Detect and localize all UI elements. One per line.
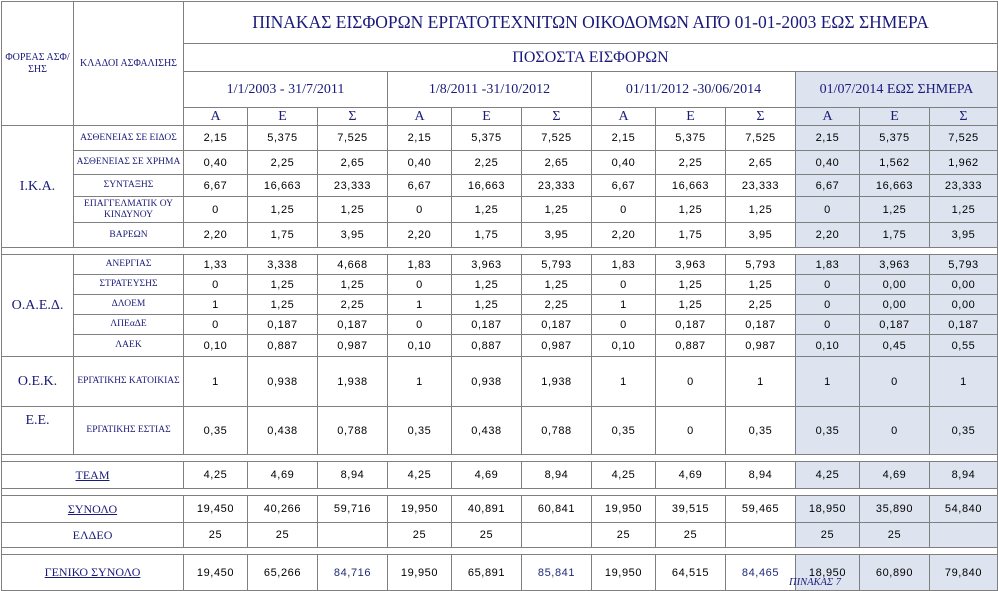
fund-ee: Ε.Ε. bbox=[2, 407, 74, 455]
cell-value: 23,333 bbox=[930, 175, 998, 197]
cell-value: 0,987 bbox=[318, 335, 388, 357]
cell-value: 19,950 bbox=[388, 555, 452, 591]
cell-value: 16,663 bbox=[656, 175, 726, 197]
col-a: Α bbox=[388, 108, 452, 126]
cell-value bbox=[522, 523, 592, 548]
cell-value: 6,67 bbox=[592, 175, 656, 197]
cell-value: 0,00 bbox=[930, 295, 998, 315]
cell-value: 5,793 bbox=[726, 255, 796, 275]
cell-value: 4,69 bbox=[860, 462, 930, 489]
period-4-header: 01/07/2014 ΕΩΣ ΣΗΜΕΡΑ bbox=[796, 72, 998, 108]
cell-value: 59,716 bbox=[318, 496, 388, 523]
row-label: ΕΛΔΕΟ bbox=[2, 523, 184, 548]
cell-value: 5,375 bbox=[248, 126, 318, 151]
cell-value: 2,15 bbox=[592, 126, 656, 151]
cell-value: 0,788 bbox=[522, 407, 592, 455]
cell-value: 1,25 bbox=[930, 197, 998, 223]
cell-value: 5,793 bbox=[522, 255, 592, 275]
cell-value: 2,25 bbox=[522, 295, 592, 315]
cell-value: 2,20 bbox=[796, 223, 860, 248]
col-s: Σ bbox=[522, 108, 592, 126]
cell-value: 2,25 bbox=[248, 151, 318, 175]
row-label: ΛΠΕαΔΕ bbox=[74, 315, 184, 335]
cell-value: 1,25 bbox=[860, 197, 930, 223]
contributions-table bbox=[1, 1, 998, 591]
col-e: Ε bbox=[860, 108, 930, 126]
fund-oaed: Ο.Α.Ε.Δ. bbox=[2, 255, 74, 357]
cell-value: 79,840 bbox=[930, 555, 998, 591]
cell-value: 19,950 bbox=[388, 496, 452, 523]
cell-value: 0 bbox=[656, 357, 726, 407]
cell-value: 25 bbox=[860, 523, 930, 548]
cell-value: 0,987 bbox=[726, 335, 796, 357]
row-label: ΤΕΑΜ bbox=[2, 462, 184, 489]
cell-value: 2,20 bbox=[388, 223, 452, 248]
cell-value: 1 bbox=[388, 295, 452, 315]
cell-value: 0,00 bbox=[860, 295, 930, 315]
cell-value: 1,938 bbox=[318, 357, 388, 407]
cell-value: 2,15 bbox=[796, 126, 860, 151]
cell-value: 1 bbox=[592, 295, 656, 315]
cell-value: 0,887 bbox=[656, 335, 726, 357]
col-s: Σ bbox=[318, 108, 388, 126]
cell-value: 0,887 bbox=[452, 335, 522, 357]
cell-value: 0,987 bbox=[522, 335, 592, 357]
col-s: Σ bbox=[726, 108, 796, 126]
cell-value: 1,75 bbox=[860, 223, 930, 248]
cell-value: 59,465 bbox=[726, 496, 796, 523]
table-note: ΠΙΝΑΚΑΣ 7 bbox=[789, 577, 842, 588]
cell-value: 1,25 bbox=[318, 197, 388, 223]
cell-value: 6,67 bbox=[184, 175, 248, 197]
cell-value: 1,25 bbox=[726, 275, 796, 295]
cell-value: 65,891 bbox=[452, 555, 522, 591]
cell-value bbox=[930, 523, 998, 548]
cell-value: 1,25 bbox=[726, 197, 796, 223]
fund-column-header: ΦΟΡΕΑΣ ΑΣΦ/ΣΗΣ bbox=[2, 2, 74, 126]
cell-value: 1,75 bbox=[452, 223, 522, 248]
cell-value: 0 bbox=[388, 197, 452, 223]
cell-value: 4,668 bbox=[318, 255, 388, 275]
cell-value: 84,465 bbox=[726, 555, 796, 591]
cell-value: 39,515 bbox=[656, 496, 726, 523]
cell-value: 0,10 bbox=[184, 335, 248, 357]
cell-value: 0 bbox=[796, 315, 860, 335]
spacer bbox=[2, 455, 998, 462]
cell-value: 1 bbox=[592, 357, 656, 407]
cell-value: 0 bbox=[184, 197, 248, 223]
cell-value: 1,25 bbox=[248, 295, 318, 315]
cell-value: 3,963 bbox=[860, 255, 930, 275]
cell-value: 3,95 bbox=[930, 223, 998, 248]
cell-value: 0 bbox=[796, 295, 860, 315]
cell-value: 1,25 bbox=[656, 295, 726, 315]
cell-value: 4,69 bbox=[248, 462, 318, 489]
col-e: Ε bbox=[452, 108, 522, 126]
cell-value: 4,69 bbox=[656, 462, 726, 489]
row-label: ΣΥΝΟΛΟ bbox=[2, 496, 184, 523]
cell-value: 0,187 bbox=[248, 315, 318, 335]
cell-value: 4,25 bbox=[184, 462, 248, 489]
cell-value: 0 bbox=[388, 315, 452, 335]
cell-value: 5,375 bbox=[860, 126, 930, 151]
cell-value: 0,187 bbox=[930, 315, 998, 335]
cell-value: 1,25 bbox=[522, 275, 592, 295]
cell-value: 18,950 bbox=[796, 555, 860, 591]
cell-value: 4,25 bbox=[796, 462, 860, 489]
col-s: Σ bbox=[930, 108, 998, 126]
cell-value: 2,15 bbox=[388, 126, 452, 151]
cell-value: 35,890 bbox=[860, 496, 930, 523]
cell-value: 1 bbox=[184, 295, 248, 315]
cell-value: 0 bbox=[184, 275, 248, 295]
cell-value: 0 bbox=[796, 275, 860, 295]
cell-value: 0,35 bbox=[930, 407, 998, 455]
cell-value: 8,94 bbox=[318, 462, 388, 489]
cell-value: 23,333 bbox=[318, 175, 388, 197]
cell-value: 0,45 bbox=[860, 335, 930, 357]
fund-oek: Ο.Ε.Κ. bbox=[2, 357, 74, 407]
fund-ika: Ι.Κ.Α. bbox=[2, 126, 74, 248]
cell-value: 1,25 bbox=[248, 197, 318, 223]
cell-value: 16,663 bbox=[860, 175, 930, 197]
cell-value: 0 bbox=[860, 407, 930, 455]
col-e: Ε bbox=[248, 108, 318, 126]
cell-value: 23,333 bbox=[726, 175, 796, 197]
cell-value: 2,20 bbox=[592, 223, 656, 248]
cell-value: 6,67 bbox=[796, 175, 860, 197]
cell-value: 0,35 bbox=[592, 407, 656, 455]
cell-value: 1,25 bbox=[318, 275, 388, 295]
cell-value: 0 bbox=[796, 197, 860, 223]
cell-value: 1 bbox=[796, 357, 860, 407]
row-label: ΑΝΕΡΓΙΑΣ bbox=[74, 255, 184, 275]
cell-value bbox=[318, 523, 388, 548]
page-title: ΠΙΝΑΚΑΣ ΕΙΣΦΟΡΩΝ ΕΡΓΑΤΟΤΕΧΝΙΤΩΝ ΟΙΚΟΔΟΜΩΝ ΑΠΌ 01-01-2003 ΕΩΣ ΣΗΜΕΡΑ bbox=[184, 2, 998, 44]
cell-value: 23,333 bbox=[522, 175, 592, 197]
cell-value: 2,15 bbox=[184, 126, 248, 151]
cell-value: 1 bbox=[726, 357, 796, 407]
cell-value: 4,25 bbox=[592, 462, 656, 489]
cell-value: 7,525 bbox=[930, 126, 998, 151]
cell-value: 8,94 bbox=[726, 462, 796, 489]
cell-value: 1 bbox=[388, 357, 452, 407]
cell-value: 3,95 bbox=[318, 223, 388, 248]
cell-value: 19,950 bbox=[592, 496, 656, 523]
cell-value: 8,94 bbox=[930, 462, 998, 489]
cell-value: 1,25 bbox=[452, 197, 522, 223]
cell-value: 1,562 bbox=[860, 151, 930, 175]
cell-value: 0,40 bbox=[184, 151, 248, 175]
cell-value: 3,95 bbox=[726, 223, 796, 248]
row-label: ΑΣΘΕΝΕΙΑΣ ΣΕ ΧΡΗΜΑ bbox=[74, 151, 184, 175]
page-subtitle: ΠΟΣΟΣΤΑ ΕΙΣΦΟΡΩΝ bbox=[184, 44, 998, 72]
cell-value: 1,25 bbox=[656, 275, 726, 295]
row-label: ΒΑΡΕΩΝ bbox=[74, 223, 184, 248]
cell-value: 0,40 bbox=[592, 151, 656, 175]
cell-value: 19,450 bbox=[184, 496, 248, 523]
cell-value: 3,963 bbox=[656, 255, 726, 275]
row-label: ΓΕΝΙΚΟ ΣΥΝΟΛΟ bbox=[2, 555, 184, 591]
cell-value: 2,65 bbox=[726, 151, 796, 175]
cell-value bbox=[726, 523, 796, 548]
cell-value: 2,25 bbox=[452, 151, 522, 175]
cell-value: 64,515 bbox=[656, 555, 726, 591]
cell-value: 60,841 bbox=[522, 496, 592, 523]
cell-value: 0,187 bbox=[656, 315, 726, 335]
cell-value: 0,187 bbox=[522, 315, 592, 335]
cell-value: 7,525 bbox=[726, 126, 796, 151]
cell-value: 7,525 bbox=[522, 126, 592, 151]
cell-value: 2,25 bbox=[318, 295, 388, 315]
cell-value: 8,94 bbox=[522, 462, 592, 489]
cell-value: 0,00 bbox=[860, 275, 930, 295]
cell-value: 1 bbox=[930, 357, 998, 407]
cell-value: 4,25 bbox=[388, 462, 452, 489]
cell-value: 6,67 bbox=[388, 175, 452, 197]
cell-value: 25 bbox=[452, 523, 522, 548]
period-2-header: 1/8/2011 -31/10/2012 bbox=[388, 72, 592, 108]
spacer bbox=[2, 548, 998, 555]
cell-value: 60,890 bbox=[860, 555, 930, 591]
cell-value: 0 bbox=[592, 197, 656, 223]
cell-value: 5,375 bbox=[656, 126, 726, 151]
spacer bbox=[2, 489, 998, 496]
cell-value: 1,25 bbox=[452, 275, 522, 295]
cell-value: 0,938 bbox=[452, 357, 522, 407]
cell-value: 0,788 bbox=[318, 407, 388, 455]
row-label: ΕΠΑΓΓΕΛΜΑΤΙΚ ΟΥ ΚΙΝΔΥΝΟΥ bbox=[74, 197, 184, 223]
cell-value: 0,187 bbox=[318, 315, 388, 335]
cell-value: 1,75 bbox=[656, 223, 726, 248]
cell-value: 1,75 bbox=[248, 223, 318, 248]
cell-value: 16,663 bbox=[248, 175, 318, 197]
cell-value: 18,950 bbox=[796, 496, 860, 523]
cell-value: 1,25 bbox=[248, 275, 318, 295]
row-label: ΕΡΓΑΤΙΚΗΣ ΕΣΤΙΑΣ bbox=[74, 407, 184, 455]
cell-value: 0 bbox=[592, 315, 656, 335]
cell-value: 25 bbox=[388, 523, 452, 548]
col-a: Α bbox=[592, 108, 656, 126]
cell-value: 0 bbox=[592, 275, 656, 295]
period-1-header: 1/1/2003 - 31/7/2011 bbox=[184, 72, 388, 108]
cell-value: 1,25 bbox=[522, 197, 592, 223]
cell-value: 0,10 bbox=[796, 335, 860, 357]
cell-value: 2,65 bbox=[318, 151, 388, 175]
cell-value: 0,438 bbox=[248, 407, 318, 455]
cell-value: 25 bbox=[184, 523, 248, 548]
cell-value: 16,663 bbox=[452, 175, 522, 197]
cell-value: 0,887 bbox=[248, 335, 318, 357]
cell-value: 0,35 bbox=[796, 407, 860, 455]
cell-value: 1,33 bbox=[184, 255, 248, 275]
row-label: ΛΑΕΚ bbox=[74, 335, 184, 357]
cell-value: 5,793 bbox=[930, 255, 998, 275]
cell-value: 1,83 bbox=[592, 255, 656, 275]
col-a: Α bbox=[796, 108, 860, 126]
row-label: ΣΥΝΤΑΞΗΣ bbox=[74, 175, 184, 197]
cell-value: 0,10 bbox=[592, 335, 656, 357]
cell-value: 0,438 bbox=[452, 407, 522, 455]
cell-value: 1,938 bbox=[522, 357, 592, 407]
cell-value: 25 bbox=[656, 523, 726, 548]
branch-column-header: ΚΛΑΔΟΙ ΑΣΦΑΛΙΣΗΣ bbox=[74, 2, 184, 126]
cell-value: 1,25 bbox=[452, 295, 522, 315]
cell-value: 4,69 bbox=[452, 462, 522, 489]
cell-value: 0,187 bbox=[452, 315, 522, 335]
cell-value: 0,938 bbox=[248, 357, 318, 407]
cell-value: 40,891 bbox=[452, 496, 522, 523]
cell-value: 1 bbox=[184, 357, 248, 407]
cell-value: 54,840 bbox=[930, 496, 998, 523]
cell-value: 0,35 bbox=[184, 407, 248, 455]
cell-value: 0,35 bbox=[726, 407, 796, 455]
cell-value: 1,83 bbox=[796, 255, 860, 275]
cell-value: 0,187 bbox=[726, 315, 796, 335]
row-label: ΕΡΓΑΤΙΚΗΣ ΚΑΤΟΙΚΙΑΣ bbox=[74, 357, 184, 407]
cell-value: 84,716 bbox=[318, 555, 388, 591]
cell-value: 19,950 bbox=[592, 555, 656, 591]
cell-value: 2,25 bbox=[656, 151, 726, 175]
cell-value: 5,375 bbox=[452, 126, 522, 151]
cell-value: 1,962 bbox=[930, 151, 998, 175]
cell-value: 0,187 bbox=[860, 315, 930, 335]
col-a: Α bbox=[184, 108, 248, 126]
cell-value: 0 bbox=[860, 357, 930, 407]
row-label: ΑΣΘΕΝΕΙΑΣ ΣΕ ΕΙΔΟΣ bbox=[74, 126, 184, 151]
cell-value: 0,00 bbox=[930, 275, 998, 295]
cell-value: 65,266 bbox=[248, 555, 318, 591]
cell-value: 0 bbox=[388, 275, 452, 295]
spacer bbox=[2, 248, 998, 255]
col-e: Ε bbox=[656, 108, 726, 126]
cell-value: 1,25 bbox=[656, 197, 726, 223]
cell-value: 40,266 bbox=[248, 496, 318, 523]
cell-value: 0 bbox=[656, 407, 726, 455]
row-label: ΣΤΡΑΤΕΥΣΗΣ bbox=[74, 275, 184, 295]
cell-value: 2,25 bbox=[726, 295, 796, 315]
cell-value: 0 bbox=[184, 315, 248, 335]
cell-value: 0,35 bbox=[388, 407, 452, 455]
cell-value: 25 bbox=[796, 523, 860, 548]
cell-value: 25 bbox=[248, 523, 318, 548]
cell-value: 3,963 bbox=[452, 255, 522, 275]
cell-value: 0,40 bbox=[796, 151, 860, 175]
cell-value: 2,20 bbox=[184, 223, 248, 248]
cell-value: 0,40 bbox=[388, 151, 452, 175]
cell-value: 25 bbox=[592, 523, 656, 548]
period-3-header: 01/11/2012 -30/06/2014 bbox=[592, 72, 796, 108]
cell-value: 3,338 bbox=[248, 255, 318, 275]
cell-value: 3,95 bbox=[522, 223, 592, 248]
cell-value: 2,65 bbox=[522, 151, 592, 175]
cell-value: 19,450 bbox=[184, 555, 248, 591]
cell-value: 0,55 bbox=[930, 335, 998, 357]
cell-value: 0,10 bbox=[388, 335, 452, 357]
cell-value: 7,525 bbox=[318, 126, 388, 151]
cell-value: 1,83 bbox=[388, 255, 452, 275]
cell-value: 85,841 bbox=[522, 555, 592, 591]
row-label: ΔΛΟΕΜ bbox=[74, 295, 184, 315]
